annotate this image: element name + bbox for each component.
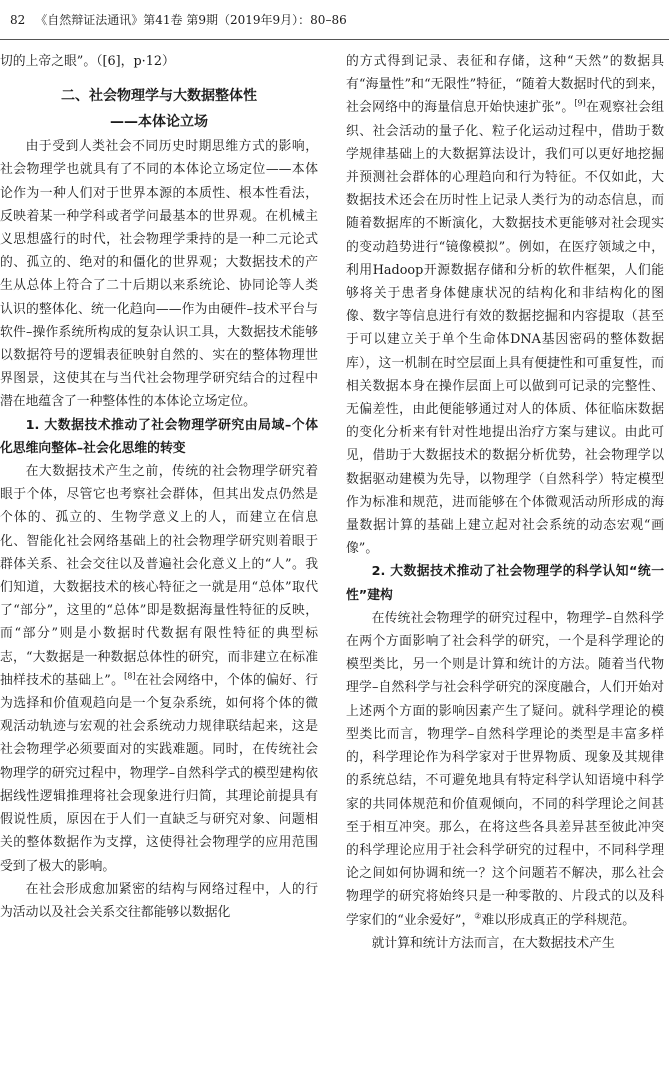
paragraph-continued: 切的上帝之眼”。（[6]，p·12）	[0, 54, 175, 69]
section-subtitle: ——本体论立场	[110, 114, 208, 131]
subsection-heading: 1. 大数据技术推动了社会物理学研究由局域–个体化思维向整体–社会化思维的转变	[0, 417, 318, 456]
paragraph	[346, 607, 664, 932]
paragraph	[346, 50, 664, 560]
footnote-ref: ②	[474, 911, 482, 921]
subsection-heading: 2. 大数据技术推动了社会物理学的科学认知“统一性”建构	[346, 564, 664, 603]
right-column	[346, 50, 664, 955]
paragraph	[0, 460, 318, 878]
paragraph: 就计算和统计方法而言，在大数据技术产生	[371, 935, 615, 951]
paragraph-text: 的方式得到记录、表征和存储，这种“天然”的数据具有“海量性”和“无限性”特征，“随着大数据时代的到来，社会网络中的海量信息开始快速扩张”。	[346, 54, 664, 116]
page-header	[0, 0, 669, 40]
left-column	[0, 50, 318, 924]
paragraph-text: 在大数据技术产生之前，传统的社会物理学研究着眼于个体，尽管它也考察社会群体，但其出发点仍然是个体的、孤立的、生物学意义上的人，而建立在信息化、智能化社会网络基础上的社会物理学研究则着眼于群体关系、社会交往以及普遍社会化意义上的“人”。我们知道，大数据技术的核心特征之一就是用“总体”取代了“部分”，这里的“总体”即是数据海量性特征的反映，而“部分”则是小数据时代数据有限性特征的典型标志，“大数据是一种数据总体性的研究，而非建立在标准抽样技术的基础上”。	[0, 464, 318, 688]
citation-ref: [8]	[124, 671, 136, 681]
paragraph-text: 在传统社会物理学的研究过程中，物理学–自然科学在两个方面影响了社会科学的研究，一个是科学理论的模型类比，另一个则是计算和统计的方法。随着当代物理学–自然科学与社会科学研究的深度融合，人们开始对上述两个方面的影响因素产生了疑问。就科学理论的模型类比而言，物理学–自然科学理论的类型是丰富多样的，科学理论作为科学家对于世界物质、现象及其规律的系统总结，不可避免地具有特定科学认知语境中科学家的共同体规范和价值观倾向，不同的科学理论之间甚至于相互冲突。那么，在将这些各具差异甚至彼此冲突的科学理论应用于社会科学研究的过程中，不同科学理论之间如何协调和统一？这个问题若不解决，那么社会物理学的研究将始终只是一种零散的、片段式的以及科学家们的“业余爱好”，	[346, 610, 664, 928]
paragraph: 在社会形成愈加紧密的结构与网络过程中，人的行为活动以及社会关系交往都能够以数据化	[0, 881, 318, 920]
paragraph: 由于受到人类社会不同历史时期思维方式的影响，社会物理学也就具有了不同的本体论立场定位——本体论作为一种人们对于世界本源的本质性、根本性看法，反映着某一种学科或者学问最基本的世界观。在机械主义思想盛行的时代，社会物理学秉持的是一种二元论式的、孤立的、绝对的和僵化的世界观；大数据技术的产生从总体上符合了二十后期以来系统论、协同论等人类认识的整体化、统一化趋向——作为由硬件–技术平台与软件–操作系统所构成的复杂认识工具，大数据技术能够以数据符号的逻辑表征映射自然的、实在的整体物理世界图景，这使其在与当代社会物理学研究结合的过程中潜在地蕴含了一种整体性的本体论立场定位。	[0, 139, 318, 410]
citation-ref: [9]	[574, 99, 586, 109]
page-number: 82	[10, 12, 26, 27]
journal-info: 《自然辩证法通讯》第41卷 第9期（2019年9月）：80–86	[35, 13, 347, 27]
paragraph-text: 在观察社会组织、社会活动的量子化、粒子化运动过程中，借助于数学规律基础上的大数据算法设计，我们可以更好地挖掘并预测社会群体的心理趋向和行为特征。不仅如此，大数据技术还会在历时性上记录人类行为的动态信息，而随着数据库的不断演化，大数据技术更能够对社会现实的变动趋势进行“镜像模拟”。例如，在医疗领域之中，利用Hadoop开源数据存储和分析的软件框架，人们能够将关于患者身体健康状况的结构化和非结构化的图像、数字等信息进行有效的数据挖掘和内容提取（甚至于可以建立关于单个生命体DNA基因密码的整体数据库），这一机制在时空层面上具有便捷性和可重复性，而相关数据本身在操作层面上可以做到可记录的完整性、无偏差性，由此便能够通过对人的体质、体征临床数据的变化分析来有针对性地提出治疗方案与建议。由此可见，借助于大数据技术的数据分析优势，社会物理学以数据驱动建模为先导，以物理学（自然科学）特定模型作为标准和规范，进而能够在个体微观活动所形成的海量数据计算的基础上建立起对社会系统的动态宏观“画像”。	[346, 100, 665, 557]
paragraph-text: 难以形成真正的学科规范。	[481, 912, 635, 928]
paragraph-text: 在社会网络中，个体的偏好、行为选择和价值观趋向是一个复杂系统，如何将个体的微观活动轨迹与宏观的社会系统动力规律联结起来，这是社会物理学必须要面对的实践难题。同时，在传统社会物理学的研究过程中，物理学–自然科学式的模型建构依据线性逻辑推理将社会现象进行归简，其理论前提具有假说性质，原因在于人们一直缺乏与研究对象、问题相关的整体数据作为支撑，这使得社会物理学的应用范围受到了极大的影响。	[0, 672, 318, 874]
section-title: 二、社会物理学与大数据整体性	[61, 88, 257, 105]
